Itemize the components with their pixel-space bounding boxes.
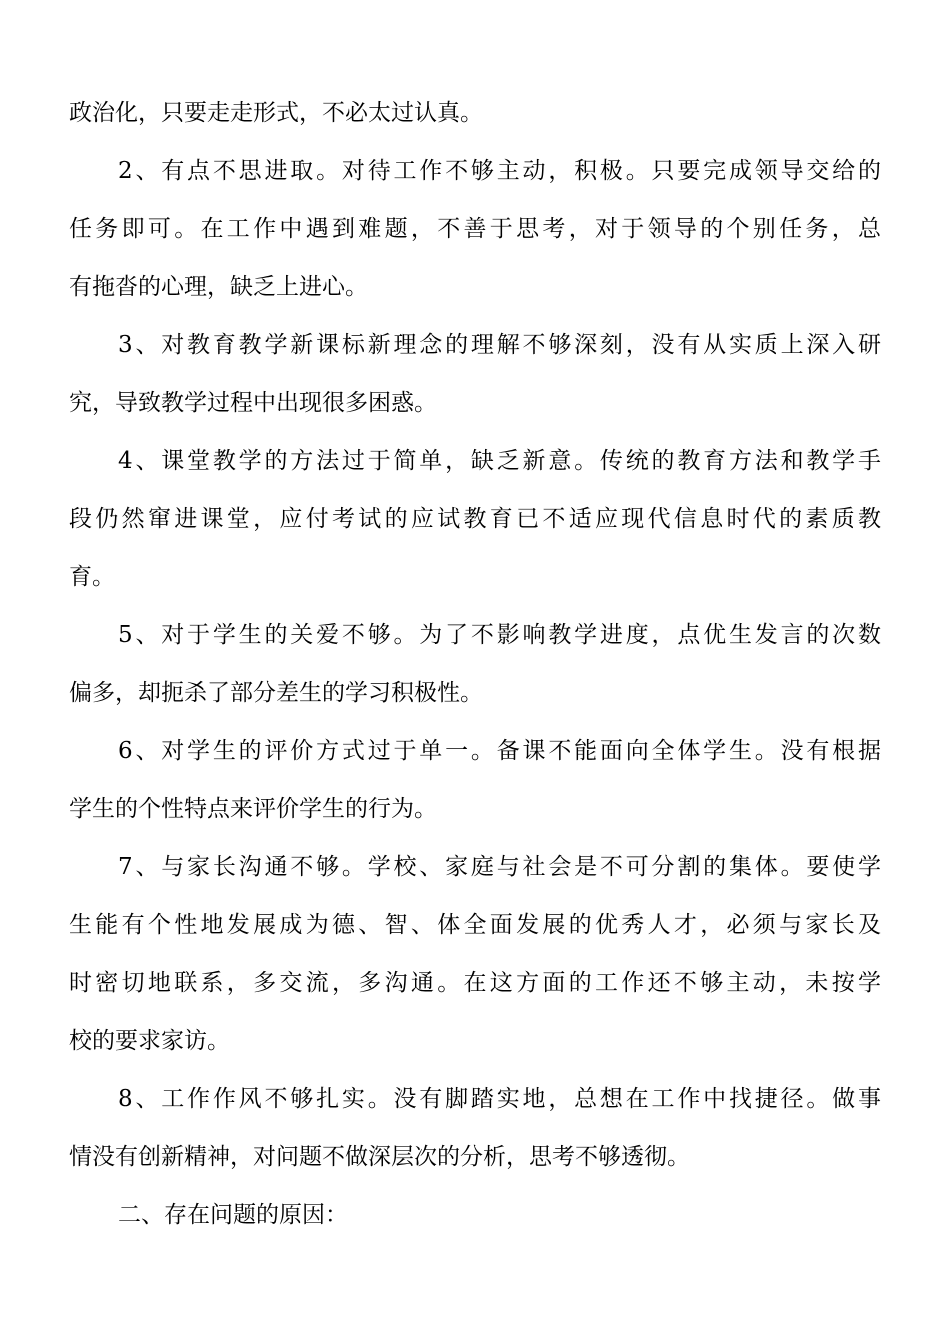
- paragraph-7-line-4: 校的要求家访。: [69, 1028, 230, 1054]
- paragraph-5-line-1: 5、对于学生的关爱不够。为了不影响教学进度，点优生发言的次数: [118, 622, 881, 648]
- text-line: 政治化，只要走走形式，不必太过认真。: [69, 100, 483, 126]
- paragraph-4-line-1: 4、课堂教学的方法过于简单，缺乏新意。传统的教育方法和教学手: [118, 448, 881, 474]
- paragraph-4-line-2: 段仍然窜进课堂，应付考试的应试教育已不适应现代信息时代的素质教: [69, 506, 881, 532]
- paragraph-7-line-1: 7、与家长沟通不够。学校、家庭与社会是不可分割的集体。要使学: [118, 854, 881, 880]
- paragraph-2-line-3: 有拖沓的心理，缺乏上进心。: [69, 274, 368, 300]
- paragraph-2-line-2: 任务即可。在工作中遇到难题，不善于思考，对于领导的个别任务，总: [69, 216, 881, 242]
- paragraph-7-line-3: 时密切地联系，多交流，多沟通。在这方面的工作还不够主动，未按学: [69, 970, 881, 996]
- paragraph-3-line-1: 3、对教育教学新课标新理念的理解不够深刻，没有从实质上深入研: [118, 332, 881, 358]
- paragraph-4-line-3: 育。: [69, 564, 115, 590]
- paragraph-7-line-2: 生能有个性地发展成为德、智、体全面发展的优秀人才，必须与家长及: [69, 912, 881, 938]
- paragraph-6-line-1: 6、对学生的评价方式过于单一。备课不能面向全体学生。没有根据: [118, 738, 881, 764]
- paragraph-8-line-2: 情没有创新精神，对问题不做深层次的分析，思考不够透彻。: [69, 1144, 690, 1170]
- paragraph-5-line-2: 偏多，却扼杀了部分差生的学习积极性。: [69, 680, 483, 706]
- section-heading: 二、存在问题的原因：: [118, 1202, 348, 1228]
- paragraph-8-line-1: 8、工作作风不够扎实。没有脚踏实地，总想在工作中找捷径。做事: [118, 1086, 881, 1112]
- paragraph-2-line-1: 2、有点不思进取。对待工作不够主动，积极。只要完成领导交给的: [118, 158, 881, 184]
- paragraph-6-line-2: 学生的个性特点来评价学生的行为。: [69, 796, 437, 822]
- paragraph-3-line-2: 究，导致教学过程中出现很多困惑。: [69, 390, 437, 416]
